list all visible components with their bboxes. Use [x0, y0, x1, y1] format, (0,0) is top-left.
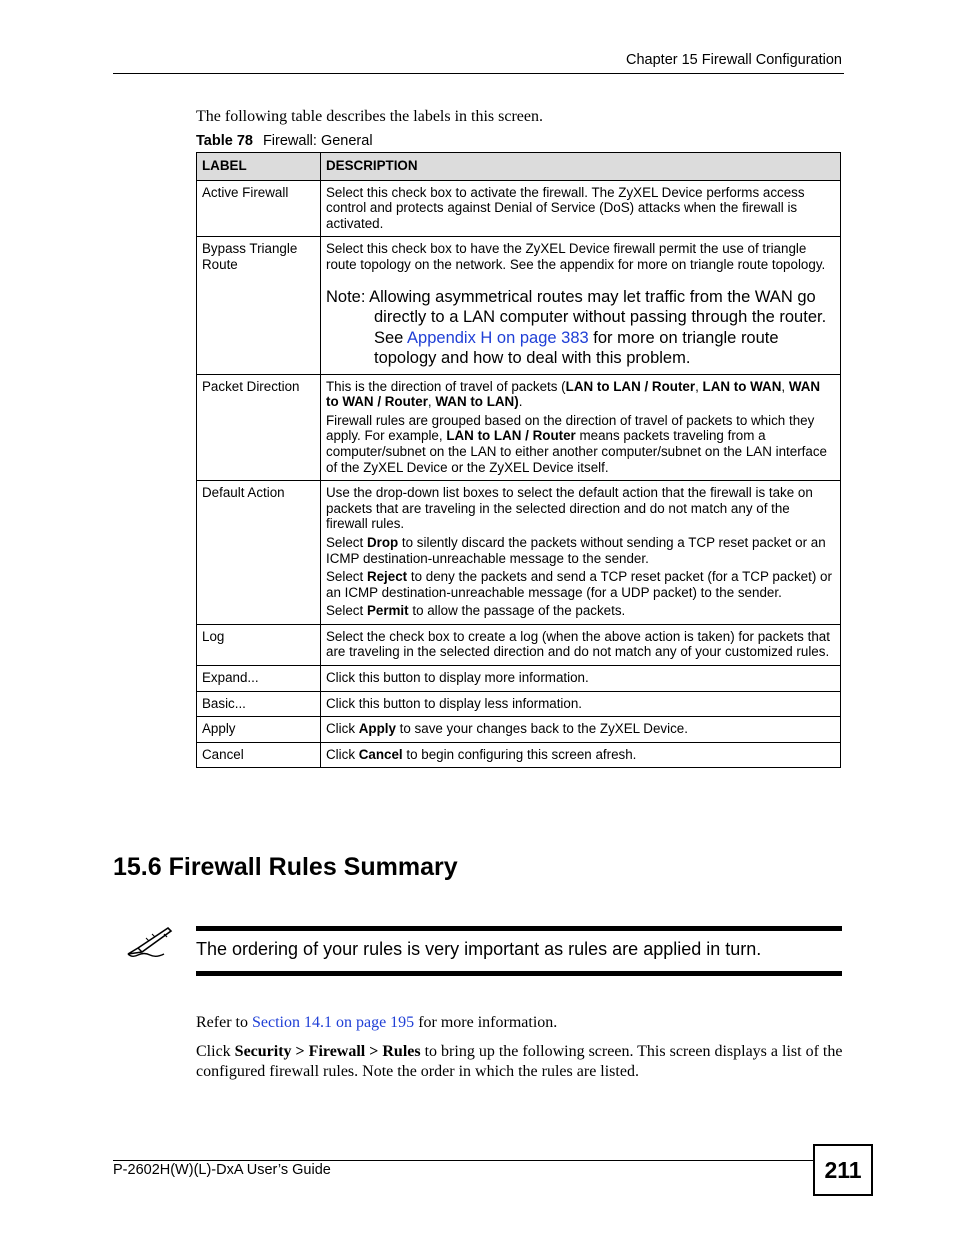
bold-term: Permit	[366, 603, 409, 619]
bold-term: LAN to LAN / Router	[565, 378, 696, 394]
bold-term: Drop	[366, 534, 399, 550]
appendix-link[interactable]: Appendix H on page 383	[407, 328, 589, 347]
table-row	[197, 624, 841, 665]
text: Click	[326, 721, 359, 737]
table-row	[197, 691, 841, 717]
text: .	[518, 394, 523, 410]
table-row	[197, 666, 841, 692]
row-description-text	[326, 413, 835, 475]
table-header-row	[197, 153, 841, 181]
row-description: Click this button to display less information.	[321, 691, 841, 717]
table-row	[197, 180, 841, 237]
section-title: 15.6 Firewall Rules Summary	[113, 853, 458, 881]
row-label: Basic...	[197, 691, 321, 717]
table-row	[197, 742, 841, 768]
text: ,	[695, 378, 703, 394]
table-row	[197, 717, 841, 743]
bold-term: Apply	[358, 721, 396, 737]
text: Select	[326, 534, 367, 550]
text: to silently discard the packets without sending a TCP reset packet or an ICMP destination-unreachable message to the sender.	[326, 534, 826, 566]
col-label-header: LABEL	[197, 153, 321, 181]
chapter-header: Chapter 15 Firewall Configuration	[626, 52, 842, 68]
row-description-text	[326, 603, 835, 619]
row-label: Active Firewall	[197, 180, 321, 237]
row-description-text	[326, 569, 835, 600]
row-description-text: Use the drop-down list boxes to select the default action that the firewall is take on packets that are traveling in the selected direction and do not match any of the firewall rules.	[326, 485, 813, 532]
bold-term: Reject	[366, 569, 408, 585]
row-label: Cancel	[197, 742, 321, 768]
page-number: 211	[813, 1144, 873, 1196]
row-description: Select the check box to create a log (when the above action is taken) for packets that are traveling in the selected direction and do not match any of your customized rules.	[321, 624, 841, 665]
bold-term: Cancel	[358, 746, 403, 762]
text: for more information.	[414, 1014, 558, 1031]
row-note	[326, 287, 835, 369]
note-text: for more on triangle route topology and how to deal with this problem.	[374, 328, 779, 368]
note-text: The ordering of your rules is very important as rules are applied in turn.	[196, 939, 762, 959]
text: means packets traveling from a computer/subnet on the LAN to either another computer/subnet on the LAN interface of the ZyXEL Device or the ZyXEL Device itself.	[326, 428, 827, 475]
text: Firewall rules are grouped based on the direction of travel of packets to which they apply. For example,	[326, 412, 815, 444]
text: Click	[326, 746, 359, 762]
text: ,	[427, 394, 436, 410]
text: Refer to	[196, 1014, 252, 1031]
header-rule	[113, 73, 844, 74]
row-label: Default Action	[197, 481, 321, 625]
row-label: Bypass Triangle Route	[197, 237, 321, 374]
row-description-text: Select this check box to have the ZyXEL Device firewall permit the use of triangle route topology on the network. See the appendix for more on triangle route topology.	[326, 241, 826, 272]
row-description: Select this check box to activate the firewall. The ZyXEL Device performs access control and protects against Denial of Service (DoS) attacks when the firewall is activated.	[321, 180, 841, 237]
table-row	[197, 237, 841, 374]
section-link[interactable]: Section 14.1 on page 195	[251, 1014, 415, 1031]
bold-term: WAN to WAN / Router	[326, 378, 821, 410]
table-caption	[196, 133, 373, 149]
row-description: Click this button to display more information.	[321, 666, 841, 692]
row-description	[321, 717, 841, 743]
table-caption-title: Firewall: General	[262, 133, 373, 149]
click-paragraph	[196, 1042, 844, 1082]
row-label: Apply	[197, 717, 321, 743]
text: Click	[196, 1043, 235, 1060]
row-description	[321, 481, 841, 625]
refer-paragraph	[196, 1014, 557, 1032]
row-description	[321, 374, 841, 481]
table-row	[197, 481, 841, 625]
text: Select	[326, 603, 367, 619]
text: This is the direction of travel of packets (	[326, 378, 566, 394]
firewall-general-table	[196, 152, 841, 768]
col-description-header: DESCRIPTION	[321, 153, 841, 181]
note-text: Note: Allowing asymmetrical routes may let traffic from the WAN go directly to a LAN computer without passing through the router. See	[326, 287, 827, 347]
text: to save your changes back to the ZyXEL Device.	[395, 721, 688, 737]
text: to begin configuring this screen afresh.	[402, 746, 637, 762]
row-label: Packet Direction	[197, 374, 321, 481]
row-label: Log	[197, 624, 321, 665]
text: Select	[326, 569, 367, 585]
footer-rule	[113, 1160, 813, 1161]
bold-term: WAN to LAN)	[435, 394, 519, 410]
row-description-text	[326, 535, 835, 566]
bold-term: LAN to WAN	[702, 378, 782, 394]
intro-text: The following table describes the labels in this screen.	[196, 108, 544, 125]
text: to deny the packets and send a TCP reset packet (for a TCP packet) or an ICMP destination-unreachable message (for a UDP packet) to the sender.	[326, 569, 832, 600]
menu-path: Security > Firewall > Rules	[234, 1043, 421, 1060]
row-description	[321, 742, 841, 768]
bold-term: LAN to LAN / Router	[446, 428, 576, 444]
note-box	[196, 926, 842, 976]
row-description	[321, 237, 841, 374]
footer-guide-title: P-2602H(W)(L)-DxA User’s Guide	[113, 1162, 331, 1178]
table-caption-label: Table 78	[196, 133, 253, 149]
pen-note-icon	[124, 924, 174, 960]
text: to bring up the following screen. This screen displays a list of the configured firewall rules. Note the order in which the rules are listed.	[196, 1043, 843, 1080]
row-label: Expand...	[197, 666, 321, 692]
text: ,	[781, 378, 789, 394]
table-row	[197, 374, 841, 481]
row-description-text	[326, 379, 835, 410]
text: to allow the passage of the packets.	[408, 603, 626, 619]
